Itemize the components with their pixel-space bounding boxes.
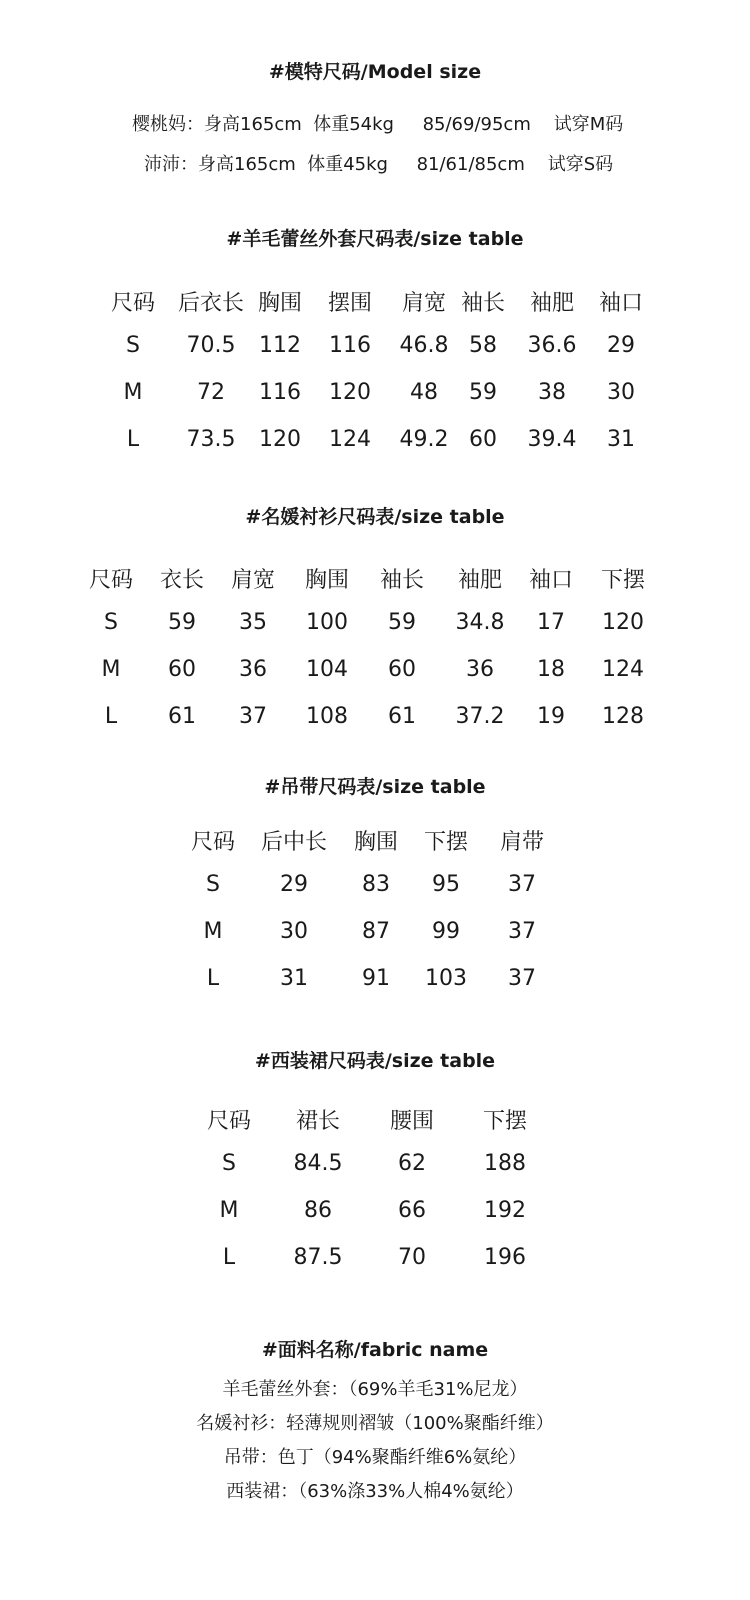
table-header-cell: 胸围	[353, 830, 399, 855]
table-cell: 46.8	[399, 333, 449, 358]
table-cell: 188	[484, 1151, 526, 1176]
table-cell: S	[222, 1151, 236, 1176]
table-header-cell: 袖肥	[457, 568, 503, 593]
table-cell: 70	[398, 1245, 426, 1270]
fabric-line-camisole: 吊带：色丁（94%聚酯纤维6%氨纶）	[223, 1447, 527, 1468]
table-cell: 36.6	[527, 333, 577, 358]
table-cell: 116	[329, 333, 371, 358]
table-cell: 31	[280, 966, 308, 991]
table-header-cell: 后衣长	[177, 291, 245, 316]
table-header-cell: 肩带	[499, 830, 545, 855]
table-cell: 120	[259, 427, 301, 452]
table-cell: 48	[410, 380, 438, 405]
table-header-cell: 袖口	[598, 291, 644, 316]
table-cell: L	[104, 704, 118, 729]
table-cell: 30	[280, 919, 308, 944]
table-cell: 124	[329, 427, 371, 452]
table-cell: 36	[466, 657, 494, 682]
table-cell: 37	[508, 966, 536, 991]
table-cell: 49.2	[399, 427, 449, 452]
fabric-title: #面料名称/fabric name	[261, 1339, 489, 1361]
table-cell: 39.4	[527, 427, 577, 452]
table-header-cell: 胸围	[257, 291, 303, 316]
table-cell: S	[104, 610, 118, 635]
table-cell: 116	[259, 380, 301, 405]
table-header-cell: 肩宽	[401, 291, 447, 316]
table-cell: 103	[425, 966, 467, 991]
table-cell: 17	[537, 610, 565, 635]
table-cell: 36	[239, 657, 267, 682]
table-cell: S	[126, 333, 140, 358]
table-header-cell: 后中长	[260, 830, 328, 855]
table-cell: 34.8	[455, 610, 505, 635]
table-cell: 62	[398, 1151, 426, 1176]
table-cell: 108	[306, 704, 348, 729]
table-cell: 120	[329, 380, 371, 405]
table-cell: 59	[168, 610, 196, 635]
table-cell: L	[222, 1245, 236, 1270]
model-line-2: 沛沛：身高165cm 体重45kg 81/61/85cm 试穿S码	[144, 154, 614, 175]
table-cell: 38	[538, 380, 566, 405]
table-header-cell: 袖长	[460, 291, 506, 316]
model-size-title: #模特尺码/Model size	[268, 61, 482, 83]
table-cell: 192	[484, 1198, 526, 1223]
table-cell: 95	[432, 872, 460, 897]
table-cell: 124	[602, 657, 644, 682]
table-cell: 60	[168, 657, 196, 682]
table-cell: S	[206, 872, 220, 897]
table-cell: 37	[508, 872, 536, 897]
table-header-cell: 下摆	[482, 1109, 528, 1134]
table-cell: 84.5	[293, 1151, 343, 1176]
table-cell: M	[219, 1198, 239, 1223]
table-cell: 30	[607, 380, 635, 405]
table-cell: M	[101, 657, 121, 682]
table-cell: 35	[239, 610, 267, 635]
table-cell: 196	[484, 1245, 526, 1270]
table-cell: 99	[432, 919, 460, 944]
table-cell: 61	[168, 704, 196, 729]
table-header-cell: 衣长	[159, 568, 205, 593]
table-header-cell: 袖长	[379, 568, 425, 593]
skirt-table-title: #西装裙尺码表/size table	[254, 1050, 496, 1072]
table-header-cell: 摆围	[327, 291, 373, 316]
table-cell: 66	[398, 1198, 426, 1223]
fabric-line-coat: 羊毛蕾丝外套：（69%羊毛31%尼龙）	[222, 1379, 528, 1400]
table-cell: 59	[388, 610, 416, 635]
table-cell: 37	[239, 704, 267, 729]
table-header-cell: 胸围	[304, 568, 350, 593]
table-cell: 37.2	[455, 704, 505, 729]
table-cell: 31	[607, 427, 635, 452]
table-cell: 61	[388, 704, 416, 729]
table-header-cell: 尺码	[110, 291, 156, 316]
table-header-cell: 肩宽	[230, 568, 276, 593]
table-cell: 18	[537, 657, 565, 682]
table-header-cell: 尺码	[190, 830, 236, 855]
table-cell: 86	[304, 1198, 332, 1223]
table-header-cell: 袖肥	[529, 291, 575, 316]
table-cell: 60	[469, 427, 497, 452]
table-cell: M	[203, 919, 223, 944]
table-cell: 83	[362, 872, 390, 897]
table-cell: 104	[306, 657, 348, 682]
table-cell: 70.5	[186, 333, 236, 358]
table-header-cell: 腰围	[389, 1109, 435, 1134]
table-cell: 29	[607, 333, 635, 358]
table-header-cell: 袖口	[528, 568, 574, 593]
table-header-cell: 下摆	[423, 830, 469, 855]
table-cell: M	[123, 380, 143, 405]
table-cell: 120	[602, 610, 644, 635]
table-cell: 59	[469, 380, 497, 405]
table-cell: 58	[469, 333, 497, 358]
table-cell: 72	[197, 380, 225, 405]
table-header-cell: 尺码	[206, 1109, 252, 1134]
fabric-line-skirt: 西装裙：（63%涤33%人棉4%氨纶）	[226, 1481, 524, 1502]
camisole-table-title: #吊带尺码表/size table	[264, 776, 486, 798]
table-cell: 128	[602, 704, 644, 729]
table-cell: L	[206, 966, 220, 991]
table-cell: 100	[306, 610, 348, 635]
table-cell: 73.5	[186, 427, 236, 452]
table-cell: 60	[388, 657, 416, 682]
table-cell: 87	[362, 919, 390, 944]
table-header-cell: 下摆	[600, 568, 646, 593]
table-cell: 112	[259, 333, 301, 358]
table-cell: 37	[508, 919, 536, 944]
fabric-line-blouse: 名媛衬衫：轻薄规则褶皱（100%聚酯纤维）	[196, 1413, 554, 1434]
table-header-cell: 裙长	[295, 1109, 341, 1134]
table-cell: L	[126, 427, 140, 452]
model-line-1: 樱桃妈：身高165cm 体重54kg 85/69/95cm 试穿M码	[132, 114, 624, 135]
coat-table-title: #羊毛蕾丝外套尺码表/size table	[226, 228, 524, 250]
table-cell: 29	[280, 872, 308, 897]
table-header-cell: 尺码	[88, 568, 134, 593]
table-cell: 87.5	[293, 1245, 343, 1270]
blouse-table-title: #名媛衬衫尺码表/size table	[245, 506, 505, 528]
table-cell: 91	[362, 966, 390, 991]
table-cell: 19	[537, 704, 565, 729]
